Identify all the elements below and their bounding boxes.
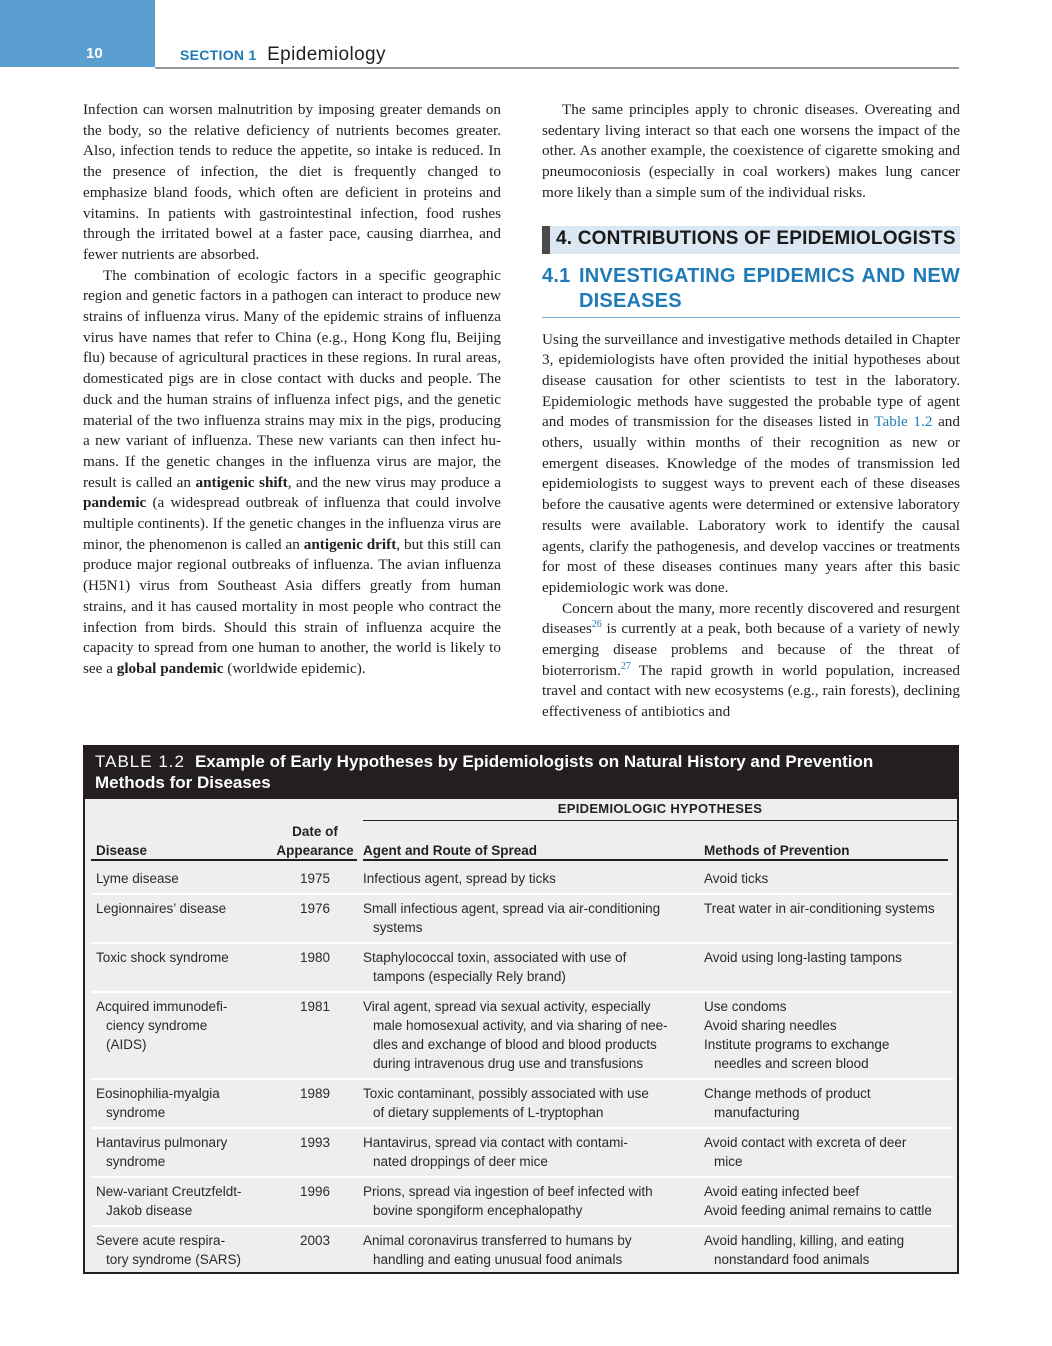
cell-agent: Staphylococcal toxin, associated with use of tampons (especially Rely brand) — [363, 950, 627, 984]
table-1-2 — [83, 745, 959, 1274]
citation-26[interactable]: 26 — [591, 619, 602, 631]
running-header — [180, 44, 386, 66]
table-row — [85, 899, 957, 937]
right-column — [542, 100, 960, 723]
group-header-rule — [363, 820, 957, 821]
cell-disease: Toxic shock syndrome — [96, 950, 229, 965]
cell-date: 1981 — [299, 999, 331, 1014]
table-title: Example of Early Hypotheses by Epidemiologists on Natural History and Prevention Methods for Diseases — [95, 752, 874, 792]
subsection-heading — [542, 264, 960, 314]
term-pandemic: pandemic — [83, 494, 147, 512]
term-global-pandemic: global pandemic — [116, 659, 224, 677]
cell-disease: Legionnaires’ disease — [96, 901, 227, 916]
subsection-title: INVESTIGATING EPIDEMICS AND NEW DISEASES — [579, 264, 960, 312]
cell-date: 1993 — [299, 1135, 331, 1150]
cell-agent: Infectious agent, spread by ticks — [363, 871, 556, 886]
section-heading: 4. CONTRIBUTIONS OF EPIDEMIOLOGISTS — [542, 226, 960, 254]
term-antigenic-shift: antigenic shift — [195, 473, 288, 491]
row-separator — [91, 1078, 953, 1080]
row-separator — [91, 1176, 953, 1178]
paragraph-resurgent-diseases: Concern about the many, more recently discovered and resurgent diseases$^{26}$ is currently at a peak, both because of a variety of newly emerging disease problems and because of the threat of bioterrorism.$^{27}$ The rapid growth in world population, increased travel and contact with new ecosystems (e.g., rain forests), declining effectiveness of antibiotics and — [542, 599, 960, 721]
header-rule — [155, 67, 959, 69]
paragraph-influenza: The combination of ecologic factors in a specific geographic region and genetic factors in a pathogen can interact to produce new strains of influenza virus. Many of the epidemic strains of influenza virus have names that refer to China (e.g., Hong Kong flu, Beijing flu) because of agricultural practices in these regions. In rural areas, domesticated pigs are in close contact with ducks and people. The duck and the human strains of influenza infect pigs, and the genetic material of the two influenza strains may mix in the pigs, producing a new variant of influenza. These new variants can then infect humans. If the genetic changes in the influenza virus are major, the result is called an antigenic shift, and the new virus may produce a pandemic (a widespread outbreak of influenza that could involve multiple continents). If the genetic changes in the influenza virus are minor, the phenomenon is called an antigenic drift, but this still can produce major regional outbreaks of influenza. The avian influenza (H5N1) virus from Southeast Asia differs greatly from human strains, and it has caused mortality in most people who contract the infection from birds. Should this strain of influenza acquire the capacity to spread from one human to another, the world is likely to see a global pandemic (worldwide epidemic). — [83, 266, 501, 677]
table-label: TABLE 1.2 — [95, 752, 185, 771]
cell-date: 1989 — [299, 1086, 331, 1101]
group-header: EPIDEMIOLOGIC HYPOTHESES — [557, 801, 763, 816]
subsection-rule — [542, 317, 960, 318]
table-row — [85, 1182, 957, 1220]
term-antigenic-drift: antigenic drift — [303, 535, 397, 553]
cell-agent: Viral agent, spread via sexual activity, especially male homosexual activity, and via sharing of nee- dles and exchange of blood and blood products during intravenous drug use and transfusions — [363, 999, 668, 1071]
cell-methods: Change methods of product manufacturing — [704, 1086, 871, 1120]
cell-disease: Lyme disease — [96, 871, 179, 886]
page-number-tab — [0, 0, 155, 67]
row-separator — [91, 1225, 953, 1227]
cell-agent: Animal coronavirus transferred to humans by handling and eating unusual food animals — [363, 1233, 632, 1267]
cell-date: 1996 — [299, 1184, 331, 1199]
section-label: SECTION 1 — [180, 47, 257, 63]
table-row — [85, 997, 957, 1073]
cell-agent: Prions, spread via ingestion of beef infected with bovine spongiform encephalopathy — [363, 1184, 653, 1218]
cell-methods: Avoid eating infected beef Avoid feeding animal remains to cattle — [704, 1184, 932, 1218]
row-separator — [91, 1127, 953, 1129]
cell-methods: Treat water in air-conditioning systems — [704, 901, 935, 916]
column-header-methods: Methods of Prevention — [704, 843, 850, 858]
page-number: 10 — [86, 45, 103, 62]
header-rule-right — [363, 859, 948, 861]
cell-methods: Use condoms Avoid sharing needles Institute programs to exchange needles and screen blood — [704, 999, 890, 1071]
cell-agent: Small infectious agent, spread via air-conditioning systems — [363, 901, 661, 935]
table-title-bar — [85, 747, 957, 799]
cell-agent: Toxic contaminant, possibly associated with use of dietary supplements of L-tryptophan — [363, 1086, 649, 1120]
cell-date: 1975 — [299, 871, 331, 886]
row-separator — [91, 991, 953, 993]
table-reference-link[interactable]: Table 1.2 — [874, 413, 933, 431]
table-row — [85, 1231, 957, 1269]
cell-disease: Hantavirus pulmonary syndrome — [96, 1135, 228, 1169]
row-separator — [91, 893, 953, 895]
cell-disease: Acquired immunodefi- ciency syndrome (AIDS) — [96, 999, 228, 1052]
cell-disease: Severe acute respira- tory syndrome (SARS) — [96, 1233, 242, 1267]
table-row — [85, 948, 957, 986]
cell-agent: Hantavirus, spread via contact with contami- nated droppings of deer mice — [363, 1135, 628, 1169]
cell-disease: Eosinophilia-myalgia syndrome — [96, 1086, 220, 1120]
cell-date: 1980 — [299, 950, 331, 965]
column-header-agent: Agent and Route of Spread — [363, 843, 538, 858]
header-rule-left — [91, 859, 357, 861]
column-header-disease: Disease — [96, 843, 148, 858]
cell-date: 1976 — [299, 901, 331, 916]
table-row — [85, 1084, 957, 1122]
cell-methods: Avoid using long-lasting tampons — [704, 950, 902, 965]
cell-methods: Avoid handling, killing, and eating nonstandard food animals — [704, 1233, 905, 1267]
paragraph-malnutrition: Infection can worsen malnutrition by imposing greater demands on the body, so the relative deficiency of nutrients becomes greater. Also, infection tends to reduce the appetite, so intake is reduced. In the presence of infection, the diet is frequently changed to emphasize bland foods, which often are deficient in proteins and vitamins. In patients with gastrointestinal infection, food rushes through the irritated bowel at a faster pace, causing diarrhea, and fewer nutrients are absorbed. — [83, 101, 501, 263]
column-header-date: Date of Appearance — [276, 824, 354, 858]
table-row — [85, 1133, 957, 1171]
paragraph-chronic-diseases: The same principles apply to chronic diseases. Overeating and sedentary living interact so that each one worsens the impact of the other. As another example, the coexistence of cigarette smoking and pneumoconiosis (especially in coal workers) makes lung cancer more likely than a simple sum of the individual risks. — [542, 101, 960, 201]
cell-methods: Avoid contact with excreta of deer mice — [704, 1135, 907, 1169]
row-separator — [91, 942, 953, 944]
cell-disease: New-variant Creutzfeldt- Jakob disease — [96, 1184, 242, 1218]
section-title: Epidemiology — [267, 44, 386, 65]
left-column — [83, 100, 501, 680]
citation-27[interactable]: 27 — [620, 660, 631, 672]
paragraph-investigating: Using the surveillance and investigative methods detailed in Chapter 3, epidemiologists have often provided the initial hypotheses about disease causation for other scientists to test in the laboratory. Epidemiologic methods have suggested the probable type of agent and modes of transmission for the diseases listed in Table 1.2 and others, usually within months of their recognition as new or emergent diseases. Knowledge of the modes of transmission led epidemiologists to suggest ways to prevent each of these diseases before the causative agents were determined or extensive laboratory results were available. Laboratory work to identify the causal agents, clarify the pathogenesis, and develop vaccines or treatments for most of these diseases continues many years after this basic epidemiologic work was done. — [542, 330, 960, 596]
table-row — [85, 869, 957, 888]
cell-methods: Avoid ticks — [704, 871, 769, 886]
cell-date: 2003 — [299, 1233, 331, 1248]
subsection-number: 4.1 — [542, 264, 571, 287]
